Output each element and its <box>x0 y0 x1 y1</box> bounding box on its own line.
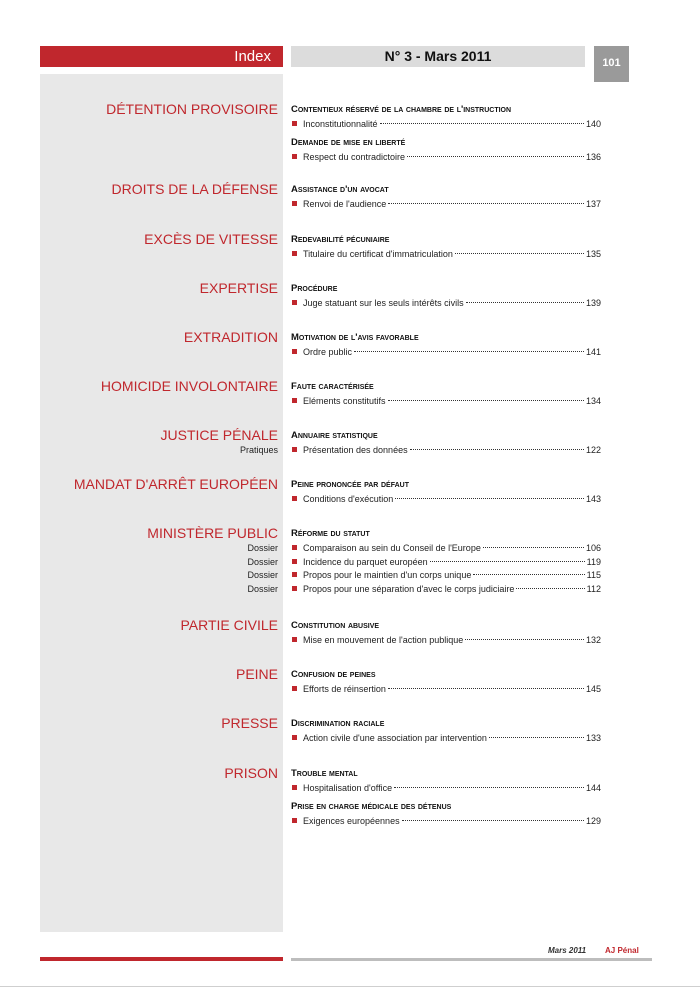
issue-label: N° 3 - Mars 2011 <box>291 46 585 67</box>
square-bullet-icon <box>292 398 297 403</box>
index-term: PRISON <box>224 765 278 781</box>
index-item-page: 139 <box>585 298 601 308</box>
index-subheading: Réforme du statut <box>291 528 370 539</box>
index-item-text: Présentation des données <box>303 445 408 455</box>
entry-category-label: Dossier <box>247 556 278 567</box>
index-subheading: Discrimination raciale <box>291 718 385 729</box>
index-item-page: 132 <box>585 635 601 645</box>
index-item-text: Exigences européennes <box>303 815 400 826</box>
index-item[interactable] <box>291 732 601 745</box>
index-subheading: Faute caractérisée <box>291 381 374 392</box>
footer-date: Mars 2011 <box>548 946 587 955</box>
square-bullet-icon <box>292 154 297 159</box>
index-subheading: Motivation de l'avis favorable <box>291 332 419 343</box>
index-subheading: Trouble mental <box>291 768 358 779</box>
footer-grey-rule <box>291 958 652 961</box>
index-subheading: Contentieux réservé de la chambre de l'instruction <box>291 104 512 115</box>
index-item-page: 119 <box>586 556 601 567</box>
entry-category-label: Dossier <box>247 543 278 553</box>
square-bullet-icon <box>292 300 297 305</box>
square-bullet-icon <box>292 251 297 256</box>
index-term: PARTIE CIVILE <box>180 617 278 633</box>
dot-leader <box>394 787 584 788</box>
dot-leader <box>465 639 584 640</box>
dot-leader <box>473 574 584 575</box>
index-item-page: 129 <box>585 815 601 826</box>
index-term: EXCÈS DE VITESSE <box>144 231 278 247</box>
index-item-page: 143 <box>585 494 601 504</box>
dot-leader <box>430 561 585 562</box>
index-item[interactable] <box>291 556 601 569</box>
index-term: MANDAT D'ARRÊT EUROPÉEN <box>73 476 278 492</box>
index-item-page: 112 <box>586 583 601 594</box>
index-item-text: Propos pour une séparation d'avec le corps judiciaire <box>303 583 515 594</box>
index-term: JUSTICE PÉNALE <box>160 427 278 443</box>
index-term: DROITS DE LA DÉFENSE <box>111 181 278 197</box>
index-item-page: 140 <box>585 119 601 129</box>
dot-leader <box>410 449 584 450</box>
index-item-text: Propos pour le maintien d'un corps unique <box>303 570 472 580</box>
index-item[interactable] <box>291 395 601 408</box>
square-bullet-icon <box>292 586 297 591</box>
index-item-text: Eléments constitutifs <box>303 396 386 406</box>
dot-leader <box>354 351 584 352</box>
index-subheading: Redevabilité pécuniaire <box>291 234 390 245</box>
index-item[interactable] <box>291 542 601 555</box>
index-item[interactable] <box>291 297 601 310</box>
index-item[interactable] <box>291 583 601 596</box>
index-item[interactable] <box>291 118 601 131</box>
index-item[interactable] <box>291 634 601 647</box>
index-terms-panel <box>40 74 283 932</box>
index-subheading: Prise en charge médicale des détenus <box>291 800 452 812</box>
entry-category-label: Pratiques <box>239 445 278 455</box>
square-bullet-icon <box>292 818 297 823</box>
index-subheading: Peine prononcée par défaut <box>291 479 409 490</box>
index-item-text: Conditions d'exécution <box>303 494 394 504</box>
entry-category-label: Dossier <box>247 570 278 580</box>
index-subheading: Confusion de peines <box>291 669 376 680</box>
index-item-page: 135 <box>585 249 601 259</box>
square-bullet-icon <box>292 201 297 206</box>
index-item[interactable] <box>291 198 601 211</box>
dot-leader <box>388 400 584 401</box>
square-bullet-icon <box>292 121 297 126</box>
dot-leader <box>395 498 584 499</box>
index-item[interactable] <box>291 151 601 164</box>
square-bullet-icon <box>292 735 297 740</box>
index-subheading: Procédure <box>291 283 338 294</box>
index-item-text: Titulaire du certificat d'immatriculation <box>303 249 453 259</box>
index-item-page: 115 <box>586 570 601 580</box>
index-item-text: Respect du contradictoire <box>303 151 406 162</box>
index-term: PEINE <box>235 666 278 682</box>
dot-leader <box>489 737 584 738</box>
footer-red-rule <box>40 957 283 961</box>
square-bullet-icon <box>292 637 297 642</box>
index-item-text: Mise en mouvement de l'action publique <box>303 635 464 645</box>
dot-leader <box>388 688 584 689</box>
index-item[interactable] <box>291 683 601 696</box>
square-bullet-icon <box>292 349 297 354</box>
index-item[interactable] <box>291 815 601 828</box>
index-item[interactable] <box>291 569 601 582</box>
dot-leader <box>402 820 584 821</box>
index-item-page: 141 <box>585 347 601 357</box>
square-bullet-icon <box>292 686 297 691</box>
index-item-text: Ordre public <box>303 347 353 357</box>
index-item-text: Efforts de réinsertion <box>303 684 386 694</box>
index-item[interactable] <box>291 248 601 261</box>
index-item-page: 136 <box>585 151 601 162</box>
square-bullet-icon <box>292 545 297 550</box>
index-item-text: Comparaison au sein du Conseil de l'Europe <box>303 543 481 553</box>
index-term: EXTRADITION <box>183 329 278 345</box>
footer-journal-name: AJ Pénal <box>605 946 639 955</box>
index-item-text: Juge statuant sur les seuls intérêts civils <box>303 298 464 308</box>
index-item-page: 133 <box>585 733 601 743</box>
square-bullet-icon <box>292 496 297 501</box>
index-item[interactable] <box>291 493 601 506</box>
index-item-text: Action civile d'une association par intervention <box>303 733 487 743</box>
index-item-page: 144 <box>585 783 601 793</box>
index-subheading: Annuaire statistique <box>291 430 378 441</box>
dot-leader <box>516 588 584 589</box>
index-item-page: 122 <box>585 445 601 455</box>
index-term: PRESSE <box>221 715 278 731</box>
index-item[interactable] <box>291 346 601 359</box>
dot-leader <box>455 253 584 254</box>
index-term: DÉTENTION PROVISOIRE <box>106 101 278 117</box>
dot-leader <box>388 203 584 204</box>
square-bullet-icon <box>292 785 297 790</box>
index-item-text: Renvoi de l'audience <box>303 199 387 209</box>
page-bottom-rule <box>0 986 700 987</box>
page-number: 101 <box>594 46 629 82</box>
index-term: HOMICIDE INVOLONTAIRE <box>100 378 278 394</box>
square-bullet-icon <box>292 447 297 452</box>
dot-leader <box>380 123 584 124</box>
index-subheading: Constitution abusive <box>291 620 380 631</box>
index-subheading: Assistance d'un avocat <box>291 184 389 195</box>
index-item-page: 137 <box>585 199 601 209</box>
section-title: Index <box>40 46 283 67</box>
dot-leader <box>483 547 584 548</box>
index-item[interactable] <box>291 782 601 795</box>
entry-category-label: Dossier <box>247 583 278 594</box>
dot-leader <box>407 156 584 157</box>
index-item-page: 134 <box>585 396 601 406</box>
square-bullet-icon <box>292 572 297 577</box>
index-item[interactable] <box>291 444 601 457</box>
dot-leader <box>466 302 584 303</box>
index-item-text: Inconstitutionnalité <box>303 119 378 129</box>
square-bullet-icon <box>292 559 297 564</box>
index-item-page: 106 <box>585 543 601 553</box>
index-item-text: Hospitalisation d'office <box>303 783 393 793</box>
index-subheading: Demande de mise en liberté <box>291 136 406 148</box>
index-item-page: 145 <box>585 684 601 694</box>
index-term: MINISTÈRE PUBLIC <box>147 525 278 541</box>
index-item-text: Incidence du parquet européen <box>303 556 428 567</box>
index-term: EXPERTISE <box>199 280 278 296</box>
